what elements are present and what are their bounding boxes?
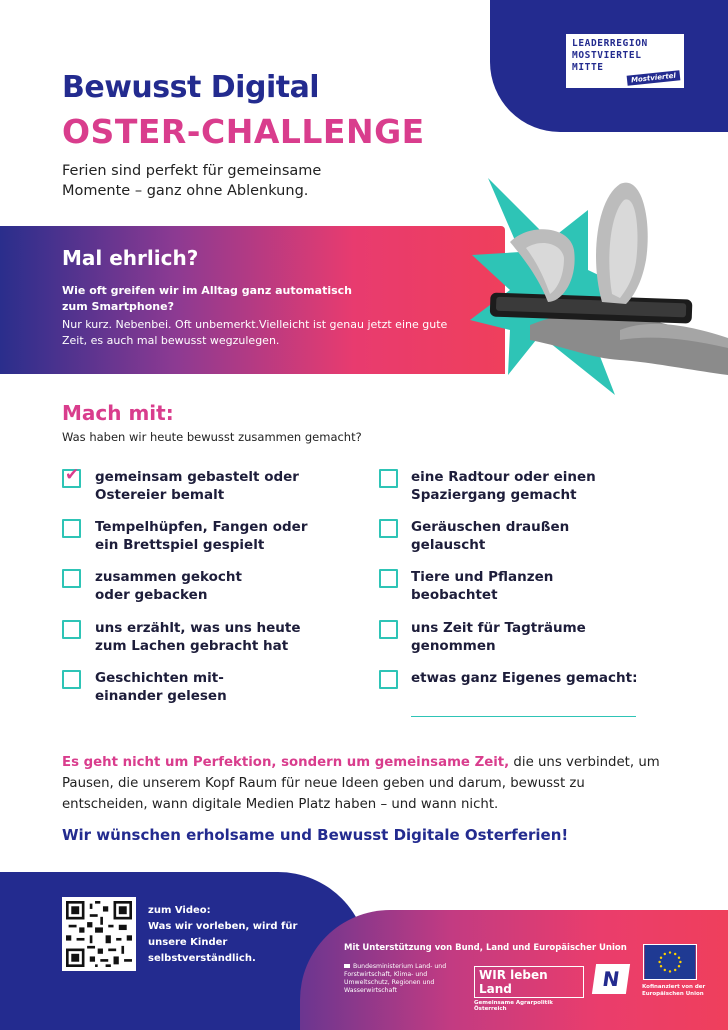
closing-highlight: Es geht nicht um Perfektion, sondern um gemeinsame Zeit,: [62, 755, 510, 770]
checkbox-right-4[interactable]: [379, 620, 398, 639]
closing-wish: Wir wünschen erholsame und Bewusst Digitale Osterferien!: [62, 826, 569, 844]
band-heading: Mal ehrlich?: [62, 246, 199, 270]
intro-text: Ferien sind perfekt für gemeinsame Momente – ganz ohne Ablenkung.: [62, 163, 322, 199]
checklist-item: gemeinsam gebastelt oder Ostereier bemalt: [95, 469, 299, 503]
phone-bunny-illustration: [470, 170, 728, 400]
band-question: Wie oft greifen wir im Alltag ganz automatisch zum Smartphone?: [62, 284, 352, 313]
checklist-item: zusammen gekocht oder gebacken: [95, 569, 242, 603]
video-caption: [148, 903, 298, 967]
leaderregion-logo: [566, 34, 684, 88]
wir-logo-text: WIR leben Land: [474, 966, 584, 998]
checkbox-left-4[interactable]: [62, 620, 81, 639]
wir-logo-subtitle: Gemeinsame Agrarpolitik Österreich: [474, 1000, 553, 1012]
qr-code[interactable]: [62, 897, 136, 971]
checkbox-right-3[interactable]: [379, 569, 398, 588]
logo-line-2: MOSTVIERTEL: [572, 50, 642, 61]
checkbox-right-5[interactable]: [379, 670, 398, 689]
checklist-item: Tiere und Pflanzen beobachtet: [411, 569, 554, 603]
checklist-item: uns erzählt, was uns heute zum Lachen gebracht hat: [95, 620, 301, 654]
video-text: Was wir vorleben, wird für unsere Kinder selbstverständlich.: [148, 921, 298, 964]
eu-text: Kofinanziert von der Europäischen Union: [642, 984, 706, 997]
page-title: OSTER-CHALLENGE: [62, 112, 425, 151]
write-in-line[interactable]: [411, 716, 636, 717]
brand-title: Bewusst Digital: [62, 70, 320, 105]
support-text: Mit Unterstützung von Bund, Land und Europäischer Union: [344, 943, 627, 953]
checklist-item: Geschichten mit-einander gelesen: [95, 670, 227, 704]
checkbox-left-2[interactable]: [62, 519, 81, 538]
closing-paragraph: [62, 752, 662, 815]
checkbox-left-5[interactable]: [62, 670, 81, 689]
section-heading: Mach mit:: [62, 401, 174, 425]
checklist-item: Geräuschen draußen gelauscht: [411, 519, 570, 553]
eu-flag-icon: [643, 944, 697, 980]
checkbox-right-1[interactable]: [379, 469, 398, 488]
ministry-text: Bundesministerium Land- und Forstwirtschaft, Klima- und Umweltschutz, Regionen und Wasserwirtschaft: [344, 963, 447, 994]
checkbox-left-3[interactable]: [62, 569, 81, 588]
logo-line-1: LEADERREGION: [572, 38, 648, 49]
band-text: Nur kurz. Nebenbei. Oft unbemerkt.Vielleicht ist genau jetzt eine gute Zeit, es auch mal bewusst wegzulegen.: [62, 318, 448, 347]
checklist-item: etwas ganz Eigenes gemacht:: [411, 670, 638, 686]
mostviertel-tag: Mostviertel: [627, 70, 681, 85]
hand-shape: [530, 312, 728, 375]
section-subtitle: Was haben wir heute bewusst zusammen gemacht?: [62, 430, 362, 444]
checklist-item: uns Zeit für Tagträume genommen: [411, 620, 586, 654]
ministry-logo: [344, 963, 469, 995]
checklist-item: eine Radtour oder einen Spaziergang gemacht: [411, 469, 596, 503]
checklist-item: Tempelhüpfen, Fangen oder ein Brettspiel gespielt: [95, 519, 308, 553]
checkbox-right-2[interactable]: [379, 519, 398, 538]
closing-text: die uns verbindet, um Pausen, die unserem Kopf Raum für neue Ideen geben und darum, bewusst zu entscheiden, wann digitale Medien Platz haben – und wann nicht.: [62, 755, 660, 812]
flag-icon: [344, 964, 350, 968]
check-icon: ✔: [65, 465, 80, 485]
noe-logo: N: [592, 964, 630, 994]
checkbox-left-1[interactable]: [62, 465, 81, 488]
logo-line-3: MITTE: [572, 62, 604, 73]
wir-leben-land-logo: [474, 966, 584, 1012]
video-title: zum Video:: [148, 905, 211, 916]
